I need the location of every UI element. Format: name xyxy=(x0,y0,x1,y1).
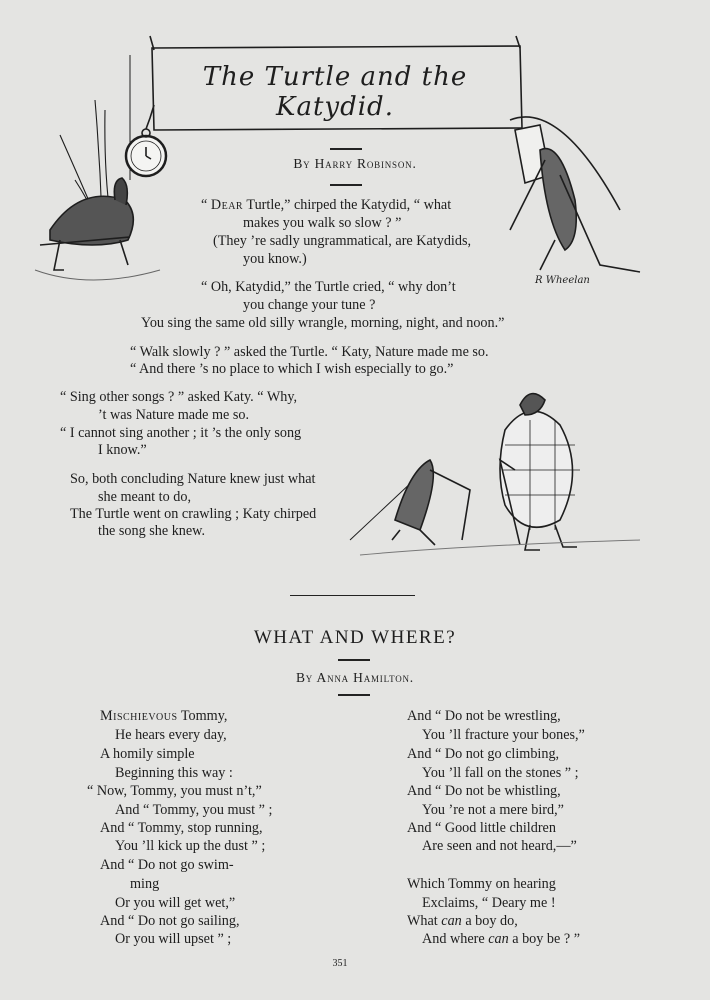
illustrator-signature: R Wheelan xyxy=(535,275,590,286)
poem1-line: “ I cannot sing another ; it ’s the only song xyxy=(60,425,302,441)
poem2-left-line: He hears every day, xyxy=(115,727,227,743)
poem1-line: you know.) xyxy=(243,251,307,267)
poem2-title: WHAT AND WHERE? xyxy=(253,627,457,648)
katydid-and-turtle-illustration xyxy=(350,394,640,555)
poem2-right-line: What can a boy do, xyxy=(407,913,518,929)
poem2-left-line: And “ Do not go sailing, xyxy=(100,913,240,929)
poem1-line: “ Sing other songs ? ” asked Katy. “ Why, xyxy=(60,389,298,405)
poem2-right-line: You ’re not a mere bird,” xyxy=(422,802,564,818)
poem1-byline: By Harry Robinson. xyxy=(293,156,417,171)
poem2-right-line: Are seen and not heard,—” xyxy=(422,838,577,854)
poem1-line: You sing the same old silly wrangle, morning, night, and noon.” xyxy=(141,315,505,331)
poem1-line: The Turtle went on crawling ; Katy chirped xyxy=(70,506,317,522)
poem1-line: “ Walk slowly ? ” asked the Turtle. “ Katy, Nature made me so. xyxy=(130,344,489,360)
poem2-left-line: And “ Tommy, you must ” ; xyxy=(115,802,273,818)
poem-title-lettering: The Turtle and the Katydid. xyxy=(202,62,468,122)
poem1-line: you change your tune ? xyxy=(243,297,376,313)
poem2-left-line: Mischievous Tommy, xyxy=(100,708,228,724)
page-number: 351 xyxy=(332,958,348,969)
poem2-byline: By Anna Hamilton. xyxy=(296,670,414,685)
poem1-line: she meant to do, xyxy=(98,489,191,505)
poem2-right-line: And where can a boy be ? ” xyxy=(422,931,580,947)
divider xyxy=(330,184,362,186)
poem2-right-line: You ’ll fall on the stones ” ; xyxy=(422,765,579,781)
poem1-line: “ Dear Turtle,” chirped the Katydid, “ what xyxy=(201,197,452,213)
poem2-right-line: Which Tommy on hearing xyxy=(407,876,556,892)
divider xyxy=(290,595,415,596)
poem2-left-line: Or you will upset ” ; xyxy=(115,931,232,947)
poem2-right-line: And “ Good little children xyxy=(407,820,556,836)
divider xyxy=(338,659,370,661)
poem2-right-line: And “ Do not go climbing, xyxy=(407,746,560,762)
poem2-left-line: And “ Tommy, stop running, xyxy=(100,820,263,836)
poem2-right-line: And “ Do not be wrestling, xyxy=(407,708,561,724)
poem1-line: “ Oh, Katydid,” the Turtle cried, “ why don’t xyxy=(201,279,456,295)
poem2-right-line: And “ Do not be whistling, xyxy=(407,783,561,799)
poem2-left-line: Beginning this way : xyxy=(115,765,233,781)
katydid-illustration xyxy=(510,117,640,272)
poem1-line: makes you walk so slow ? ” xyxy=(243,215,402,231)
turtle-illustration xyxy=(35,178,160,280)
poem1-line: (They ’re sadly ungrammatical, are Katydids, xyxy=(213,233,472,249)
divider xyxy=(330,148,362,150)
poem1-line: ’t was Nature made me so. xyxy=(98,407,250,423)
poem1-line: I know.” xyxy=(98,442,147,458)
poem2-left-line: Or you will get wet,” xyxy=(115,895,236,911)
poem1-line: the song she knew. xyxy=(98,523,206,539)
poem1-line: “ And there ’s no place to which I wish especially to go.” xyxy=(130,361,454,377)
poem2-right-line: You ’ll fracture your bones,” xyxy=(422,727,585,743)
divider xyxy=(338,694,370,696)
poem2-left-line: ming xyxy=(130,876,160,892)
poem2-left-line: A homily simple xyxy=(100,746,195,762)
poem2-left-line: “ Now, Tommy, you must n’t,” xyxy=(87,783,262,799)
poem2-right-line: Exclaims, “ Deary me ! xyxy=(422,895,556,911)
poem1-line: So, both concluding Nature knew just what xyxy=(70,471,316,487)
poem2-left-line: And “ Do not go swim- xyxy=(100,857,234,873)
poem2-left-line: You ’ll kick up the dust ” ; xyxy=(115,838,266,854)
